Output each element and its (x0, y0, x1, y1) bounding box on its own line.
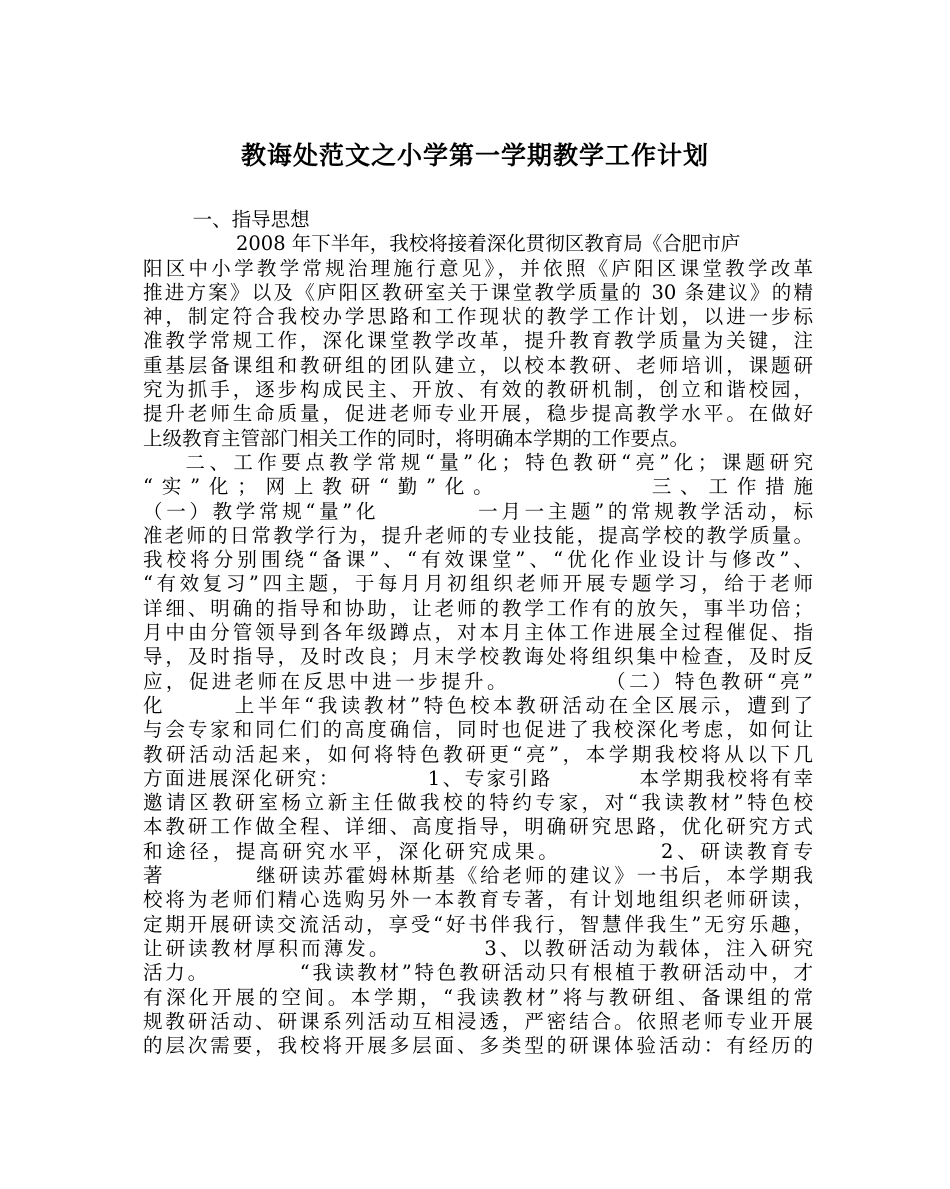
paragraph-line: 推进方案》以及《庐阳区教研室关于课堂教学质量的 30 条建议》的精 (143, 280, 813, 304)
paragraph-line: 究为抓手，逐步构成民主、开放、有效的教研机制，创立和谐校园， (143, 378, 813, 402)
paragraph-line: 和途径，提高研究水平，深化研究成果。 2、研读教育专 (143, 839, 813, 863)
paragraph-line: 有深化开展的空间。本学期，“我读教材”将与教研组、备课组的常 (143, 985, 813, 1009)
paragraph-line: 化 上半年“我读教材”特色校本教研活动在全区展示，遭到了 (143, 693, 813, 717)
section-heading-guiding-ideology: 一、指导思想 (143, 208, 310, 231)
paragraph-line: 2008 年下半年，我校将接着深化贯彻区教育局《合肥市庐 (143, 232, 741, 256)
paragraph-line: 著 继研读苏霍姆林斯基《给老师的建议》一书后，本学期我 (143, 864, 813, 888)
paragraph-line: 导，及时指导，及时改良；月末学校教诲处将组织集中检查，及时反 (143, 645, 813, 669)
paragraph-line: 教研活动活起来，如何将特色教研更“亮”，本学期我校将从以下几 (143, 742, 813, 766)
paragraph-line: 二、工作要点教学常规“量”化；特色教研“亮”化；课题研究 (143, 450, 813, 474)
paragraph-line: 重基层备课组和教研组的团队建立，以校本教研、老师培训，课题研 (143, 353, 813, 377)
paragraph-line: 上级教育主管部门相关工作的同时，将明确本学期的工作要点。 (143, 426, 690, 450)
paragraph-line: “有效复习”四主题，于每月月初组织老师开展专题学习，给于老师 (143, 572, 813, 596)
document-title: 教诲处范文之小学第一学期教学工作计划 (240, 141, 709, 170)
paragraph-line: 准老师的日常教学行为，提升老师的专业技能，提高学校的教学质量。 (143, 523, 813, 547)
paragraph-line: 我校将分别围绕“备课”、“有效课堂”、“优化作业设计与修改”、 (143, 548, 813, 572)
paragraph-line: 提升老师生命质量，促进老师专业开展，稳步提高教学水平。在做好 (143, 402, 813, 426)
paragraph-line: 阳区中小学教学常规治理施行意见》，并依照《庐阳区课堂教学改革 (143, 256, 813, 280)
paragraph-line: 校将为老师们精心选购另外一本教育专著，有计划地组织老师研读， (143, 888, 813, 912)
paragraph-line: 神，制定符合我校办学思路和工作现状的教学工作计划，以进一步标 (143, 305, 813, 329)
paragraph-line: 本教研工作做全程、详细、高度指导，明确研究思路，优化研究方式 (143, 815, 813, 839)
paragraph-line: 让研读教材厚积而薄发。 3、以教研活动为载体，注入研究 (143, 936, 813, 960)
paragraph-line: 与会专家和同仁们的高度确信，同时也促进了我校深化考虑，如何让 (143, 718, 813, 742)
paragraph-line: “实”化；网上教研“勤”化。 三、工作措施 (143, 475, 813, 499)
paragraph-line: （一）教学常规“量”化 一月一主题”的常规教学活动，标 (143, 499, 813, 523)
paragraph-line: 准教学常规工作，深化课堂教学改革，提升教育教学质量为关键，注 (143, 329, 813, 353)
paragraph-line: 应，促进老师在反思中进一步提升。 （二）特色教研“亮” (143, 669, 813, 693)
paragraph-line: 定期开展研读交流活动，享受“好书伴我行，智慧伴我生”无穷乐趣， (143, 912, 813, 936)
paragraph-line: 方面进展深化研究： 1、专家引路 本学期我校将有幸 (143, 766, 813, 790)
paragraph-line: 活力。 “我读教材”特色教研活动只有根植于教研活动中，才 (143, 961, 813, 985)
paragraph-line: 详细、明确的指导和协助，让老师的教学工作有的放矢，事半功倍； (143, 596, 813, 620)
paragraph-line: 的层次需要，我校将开展多层面、多类型的研课体验活动：有经历的 (143, 1034, 813, 1058)
paragraph-line: 规教研活动、研课系列活动互相浸透，严密结合。依照老师专业开展 (143, 1009, 813, 1033)
document-body (143, 208, 813, 1058)
paragraph-line: 月中由分管领导到各年级蹲点，对本月主体工作进展全过程催促、指 (143, 621, 813, 645)
paragraph-line: 邀请区教研室杨立新主任做我校的特约专家，对“我读教材”特色校 (143, 791, 813, 815)
